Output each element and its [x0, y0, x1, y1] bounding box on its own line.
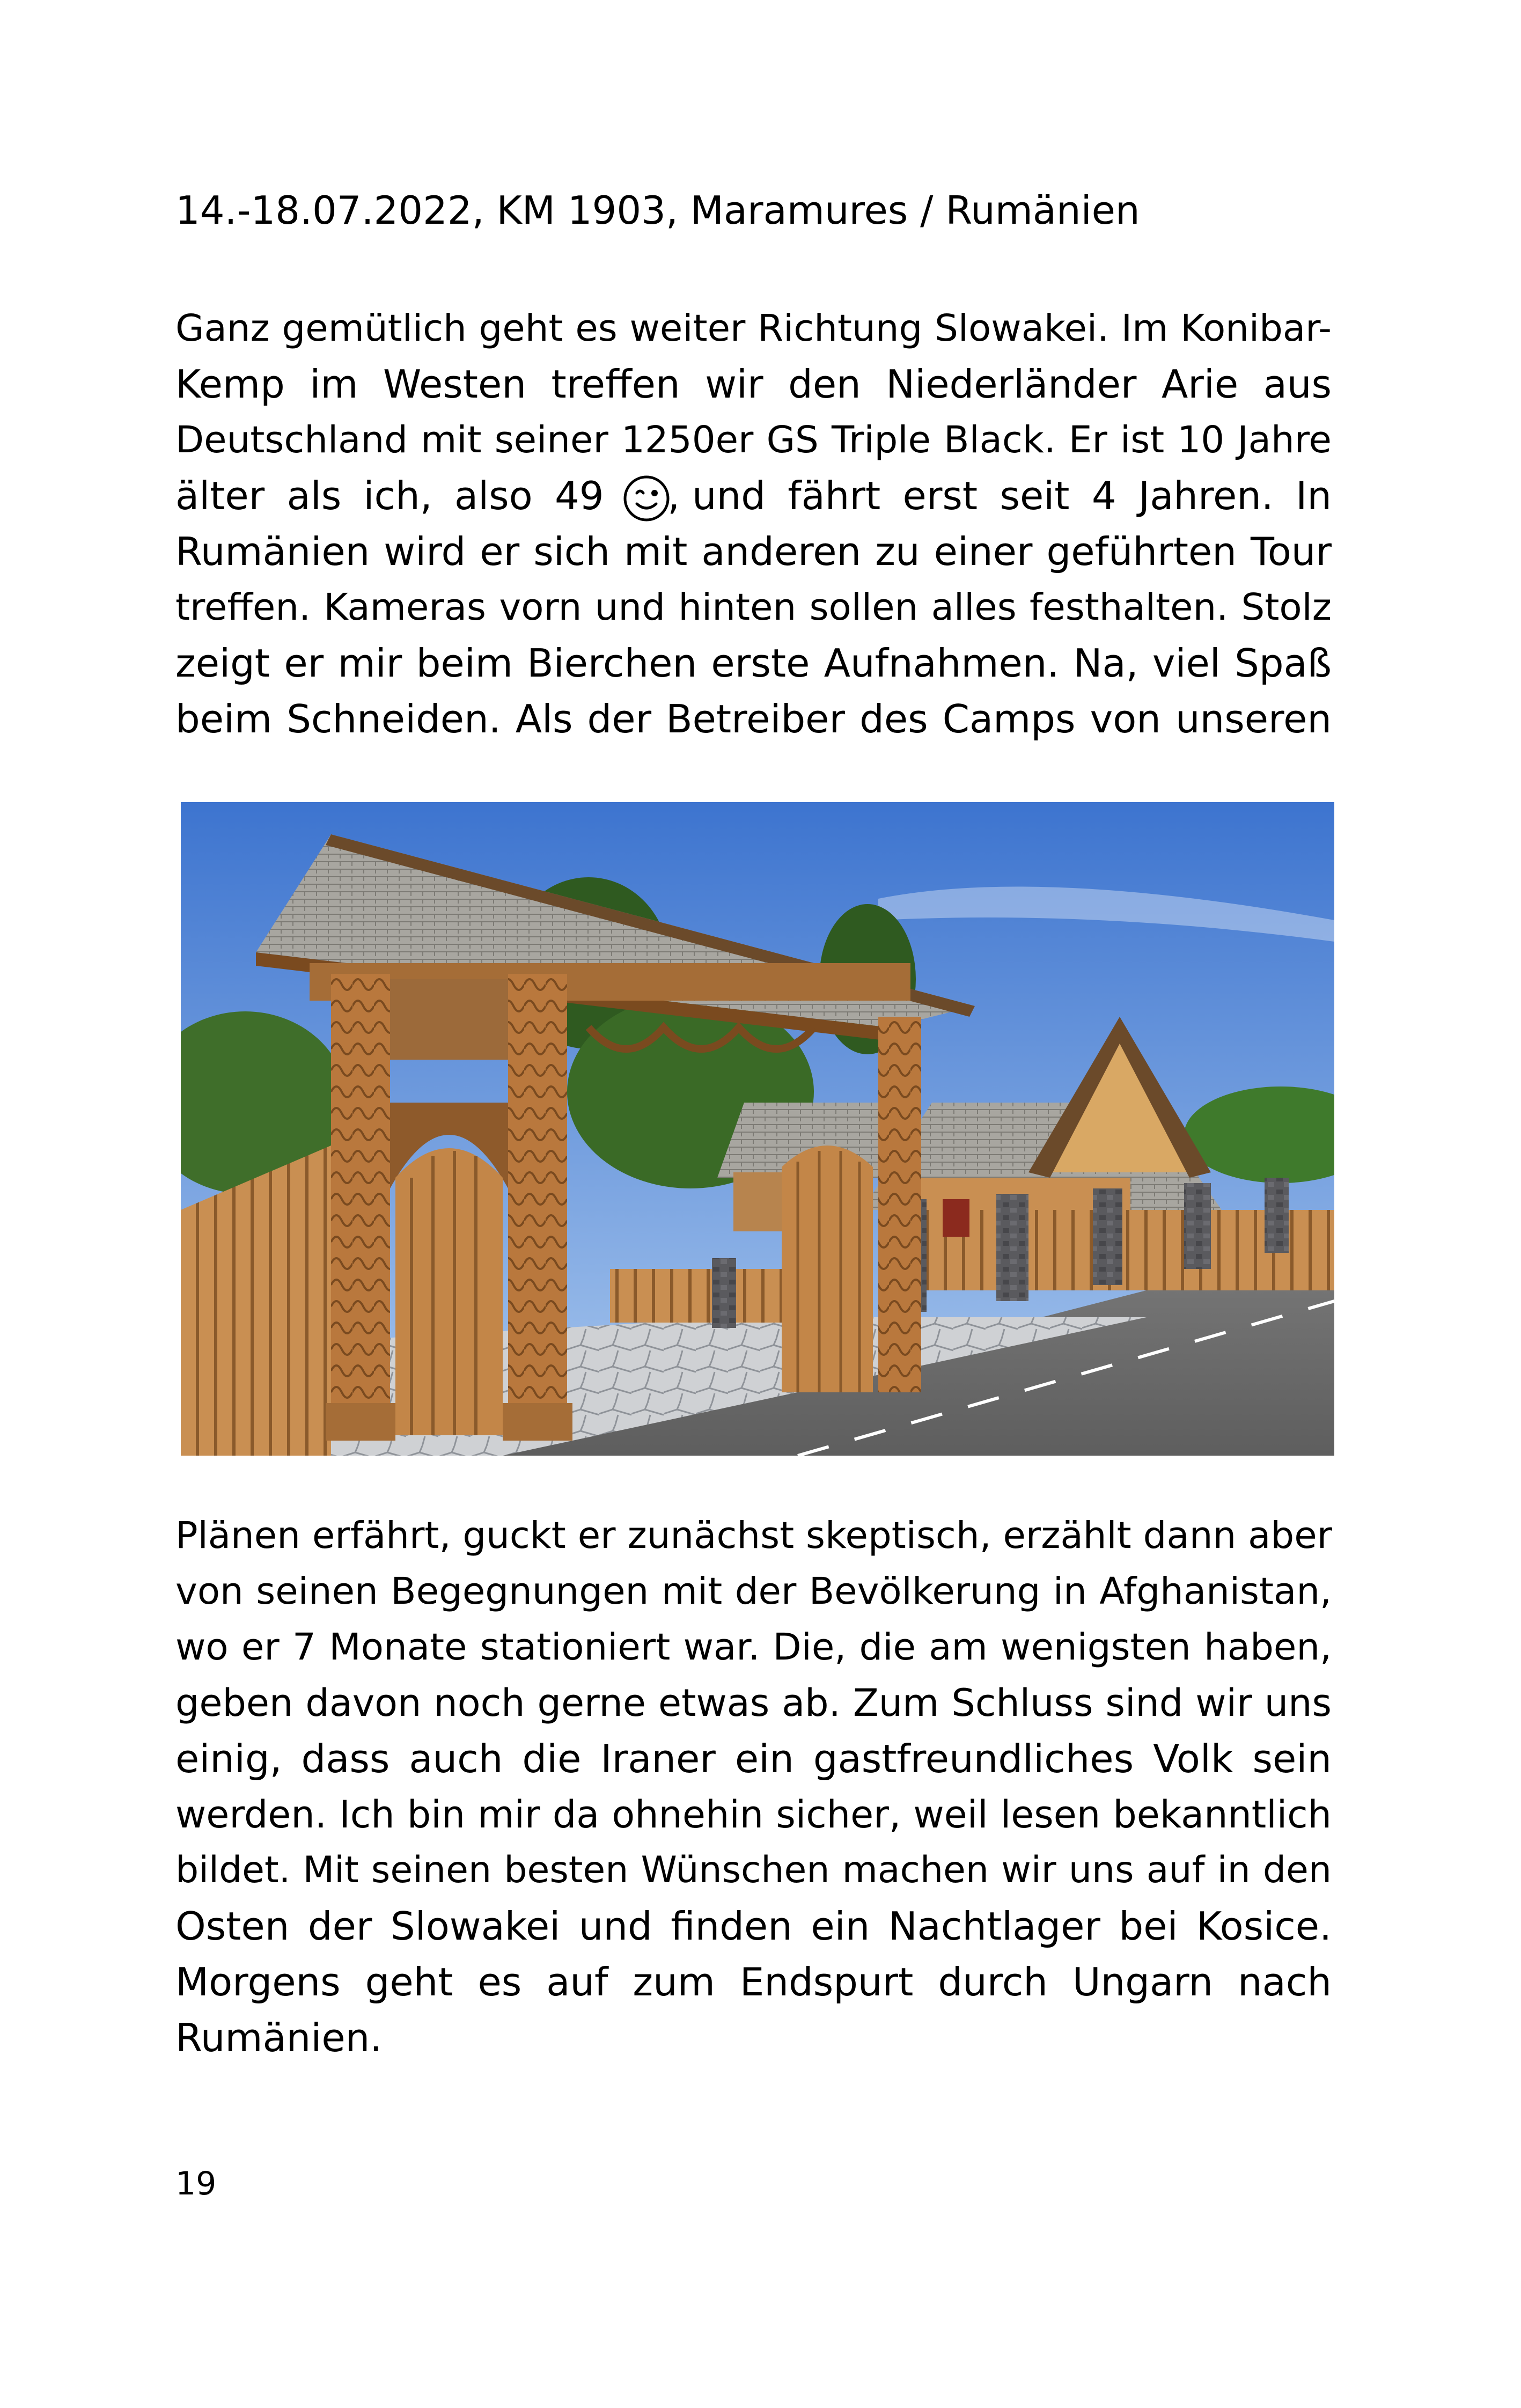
paragraph-line: beim Schneiden. Als der Betreiber des Camps von unseren: [175, 696, 1332, 742]
paragraph-line: einig, dass auch die Iraner ein gastfreundliches Volk sein: [175, 1736, 1332, 1781]
word: als: [286, 473, 342, 518]
word: In: [1296, 473, 1332, 518]
paragraph-line: Plänen erfährt, guckt er zunächst skeptisch, erzählt dann aber: [175, 1514, 1333, 1557]
paragraph-line: bildet. Mit seinen besten Wünschen machen wir uns auf in den: [175, 1849, 1332, 1891]
word: also: [454, 473, 533, 518]
word: älter: [175, 473, 265, 518]
paragraph-line: Kemp im Westen treffen wir den Niederländer Arie aus: [175, 362, 1332, 407]
paragraph-line: geben davon noch gerne etwas ab. Zum Schluss sind wir uns: [175, 1681, 1332, 1725]
photo-carved-wooden-gate: [181, 802, 1334, 1456]
photo-illustration: [181, 802, 1334, 1456]
paragraph-line: Rumänien wird er sich mit anderen zu einer geführten Tour: [175, 529, 1332, 574]
word: fährt: [788, 473, 881, 518]
paragraph-line: Rumänien.: [175, 2015, 383, 2060]
paragraph-line: Deutschland mit seiner 1250er GS Triple Black. Er ist 10 Jahre: [175, 419, 1332, 461]
word: erst: [902, 473, 978, 518]
paragraph-line: von seinen Begegnungen mit der Bevölkerung in Afghanistan,: [175, 1570, 1332, 1613]
paragraph-line: werden. Ich bin mir da ohnehin sicher, weil lesen bekanntlich: [175, 1793, 1332, 1837]
winking-face-icon: [621, 473, 672, 524]
word: 4: [1091, 473, 1116, 518]
paragraph-line: zeigt er mir beim Bierchen erste Aufnahmen. Na, viel Spaß: [175, 641, 1332, 686]
paragraph-line: treffen. Kameras vorn und hinten sollen alles festhalten. Stolz: [175, 586, 1332, 629]
word: , und: [667, 473, 766, 518]
entry-heading: 14.-18.07.2022, KM 1903, Maramures / Rumänien: [175, 188, 1140, 233]
paragraph-line-with-emoji: [175, 468, 1332, 524]
paragraph-line: Ganz gemütlich geht es weiter Richtung Slowakei. Im Konibar-: [175, 307, 1332, 350]
word: 49: [554, 473, 604, 518]
word: seit: [1000, 473, 1070, 518]
page-number: 19: [175, 2165, 217, 2203]
word: ich,: [363, 473, 432, 518]
paragraph-1: [175, 300, 1332, 747]
word: Jahren.: [1138, 473, 1274, 518]
paragraph-2: [175, 1508, 1332, 2066]
paragraph-line: Osten der Slowakei und finden ein Nachtlager bei Kosice.: [175, 1904, 1332, 1949]
paragraph-line: Morgens geht es auf zum Endspurt durch Ungarn nach: [175, 1959, 1332, 2005]
paragraph-line: wo er 7 Monate stationiert war. Die, die am wenigsten haben,: [175, 1626, 1332, 1669]
